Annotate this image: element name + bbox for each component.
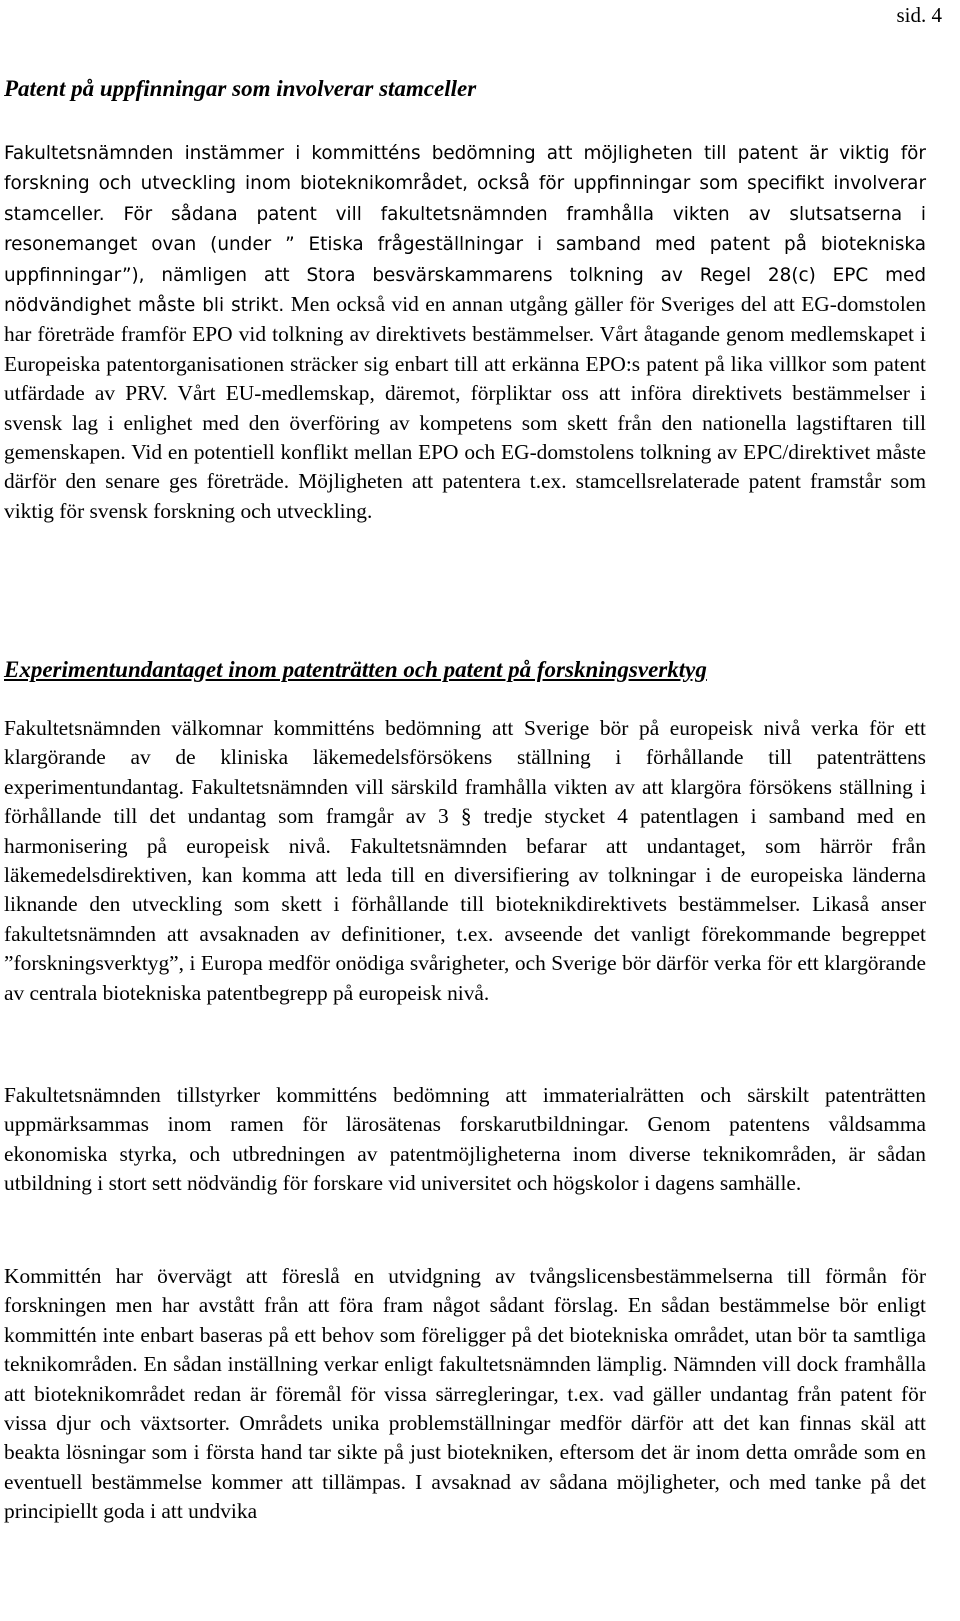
paragraph-stem-cells-serif-text: Men också vid en annan utgång gäller för Sveriges del att EG-domstolen har företräde framför EPO vid tolkning av direktivets bestämmelser. Vårt åtagande genom medlemskapet i Europeiska patentorganisationen sträcker sig enbart till att erkänna EPO:s patent på lika villkor som patent utfärdade av PRV. Vårt EU-medlemskap, däremot, förpliktar oss att införa direktivets bestämmelser i svensk lag i enlighet med den överföring av kompetens som skett från den nationella lagstiftaren till gemenskapen. Vid en potentiell konflikt mellan EPO och EG-domstolens tolkning av EPC/direktivet måste därför den senare ges företräde. Möjligheten att patentera t.ex. stamcellsrelaterade patent framstår som viktig för svensk forskning och utveckling.	[4, 292, 927, 523]
page-number: sid. 4	[896, 3, 942, 27]
paragraph-education: Fakultetsnämnden tillstyrker kommitténs bedömning att immaterialrätten och särskilt patenträtten uppmärksammas inom ramen för lärosätenas forskarutbildningar. Genom patentens våldsamma ekonomiska styrka, och utbredningen av patentmöjligheterna inom diverse teknikområden, är sådan utbildning i stort sett nödvändig för forskare vid universitet och högskolor i dagens samhälle.	[4, 1083, 926, 1196]
paragraph-clinical-trials: Fakultetsnämnden välkomnar kommitténs bedömning att Sverige bör på europeisk nivå verka för ett klargörande av de kliniska läkemedelsförsökens ställning i förhållande till patenträttens experimentundantag. Fakultetsnämnden vill särskild framhålla vikten av att klargöra försökens ställning i förhållande till det undantag som framgår av 3 § tredje stycket 4 patentlagen i samband med en harmonisering på europeisk nivå. Fakultetsnämnden befarar att undantaget, som härrör från läkemedelsdirektiven, kan komma att leda till en diversifiering av tolkningar i de europeiska länderna liknande den utveckling som skett i förhållande till bioteknikdirektivets bestämmelser. Likaså anser fakultetsnämnden att avsaknaden av definitioner, t.ex. avseende det vanligt förekommande begreppet ”forskningsverktyg”, i Europa medför onödiga svårigheter, och Sverige bör därför verka för ett klargörande av centrala biotekniska patentbegrepp på europeisk nivå.	[4, 716, 926, 1005]
section-heading-experiment-exception: Experimentundantaget inom patenträtten och patent på forskningsverktyg	[4, 657, 707, 682]
paragraph-stem-cells-sans-text: Fakultetsnämnden instämmer i kommitténs bedömning att möjligheten till patent är viktig för forskning och utveckling inom bioteknikområdet, också för uppfinningar som specifikt involverar stamceller. För sådana patent vill fakultetsnämnden framhålla vikten av slutsatserna i resonemanget ovan (under ” Etiska frågeställningar i samband med patent på biotekniska uppfinningar”), nämligen att Stora besvärskammarens tolkning av Regel 28(c) EPC med nödvändighet måste bli strikt.	[4, 143, 926, 317]
section-heading-stem-cells: Patent på uppfinningar som involverar stamceller	[4, 76, 477, 101]
paragraph-compulsory-licences: Kommittén har övervägt att föreslå en utvidgning av tvångslicensbestämmelserna till förmån för forskningen men har avstått från att föra fram något sådant förslag. En sådan bestämmelse bör enligt kommittén inte enbart baseras på ett behov som föreligger på det biotekniska området, utan bör ta samtliga teknikområden. En sådan inställning verkar enligt fakultetsnämnden lämplig. Nämnden vill dock framhålla att bioteknikområdet redan är föremål för vissa särregleringar, t.ex. vad gäller undantag från patent för vissa djur och växtsorter. Områdets unika problemställningar medför därför att det kan finnas skäl att beakta lösningar som i första hand tar sikte på just biotekniken, eftersom det är inom detta område som en eventuell bestämmelse kommer att tillämpas. I avsaknad av sådana möjligheter, och med tanke på det principiellt goda i att undvika	[4, 1264, 926, 1524]
paragraph-stem-cells	[4, 138, 926, 526]
